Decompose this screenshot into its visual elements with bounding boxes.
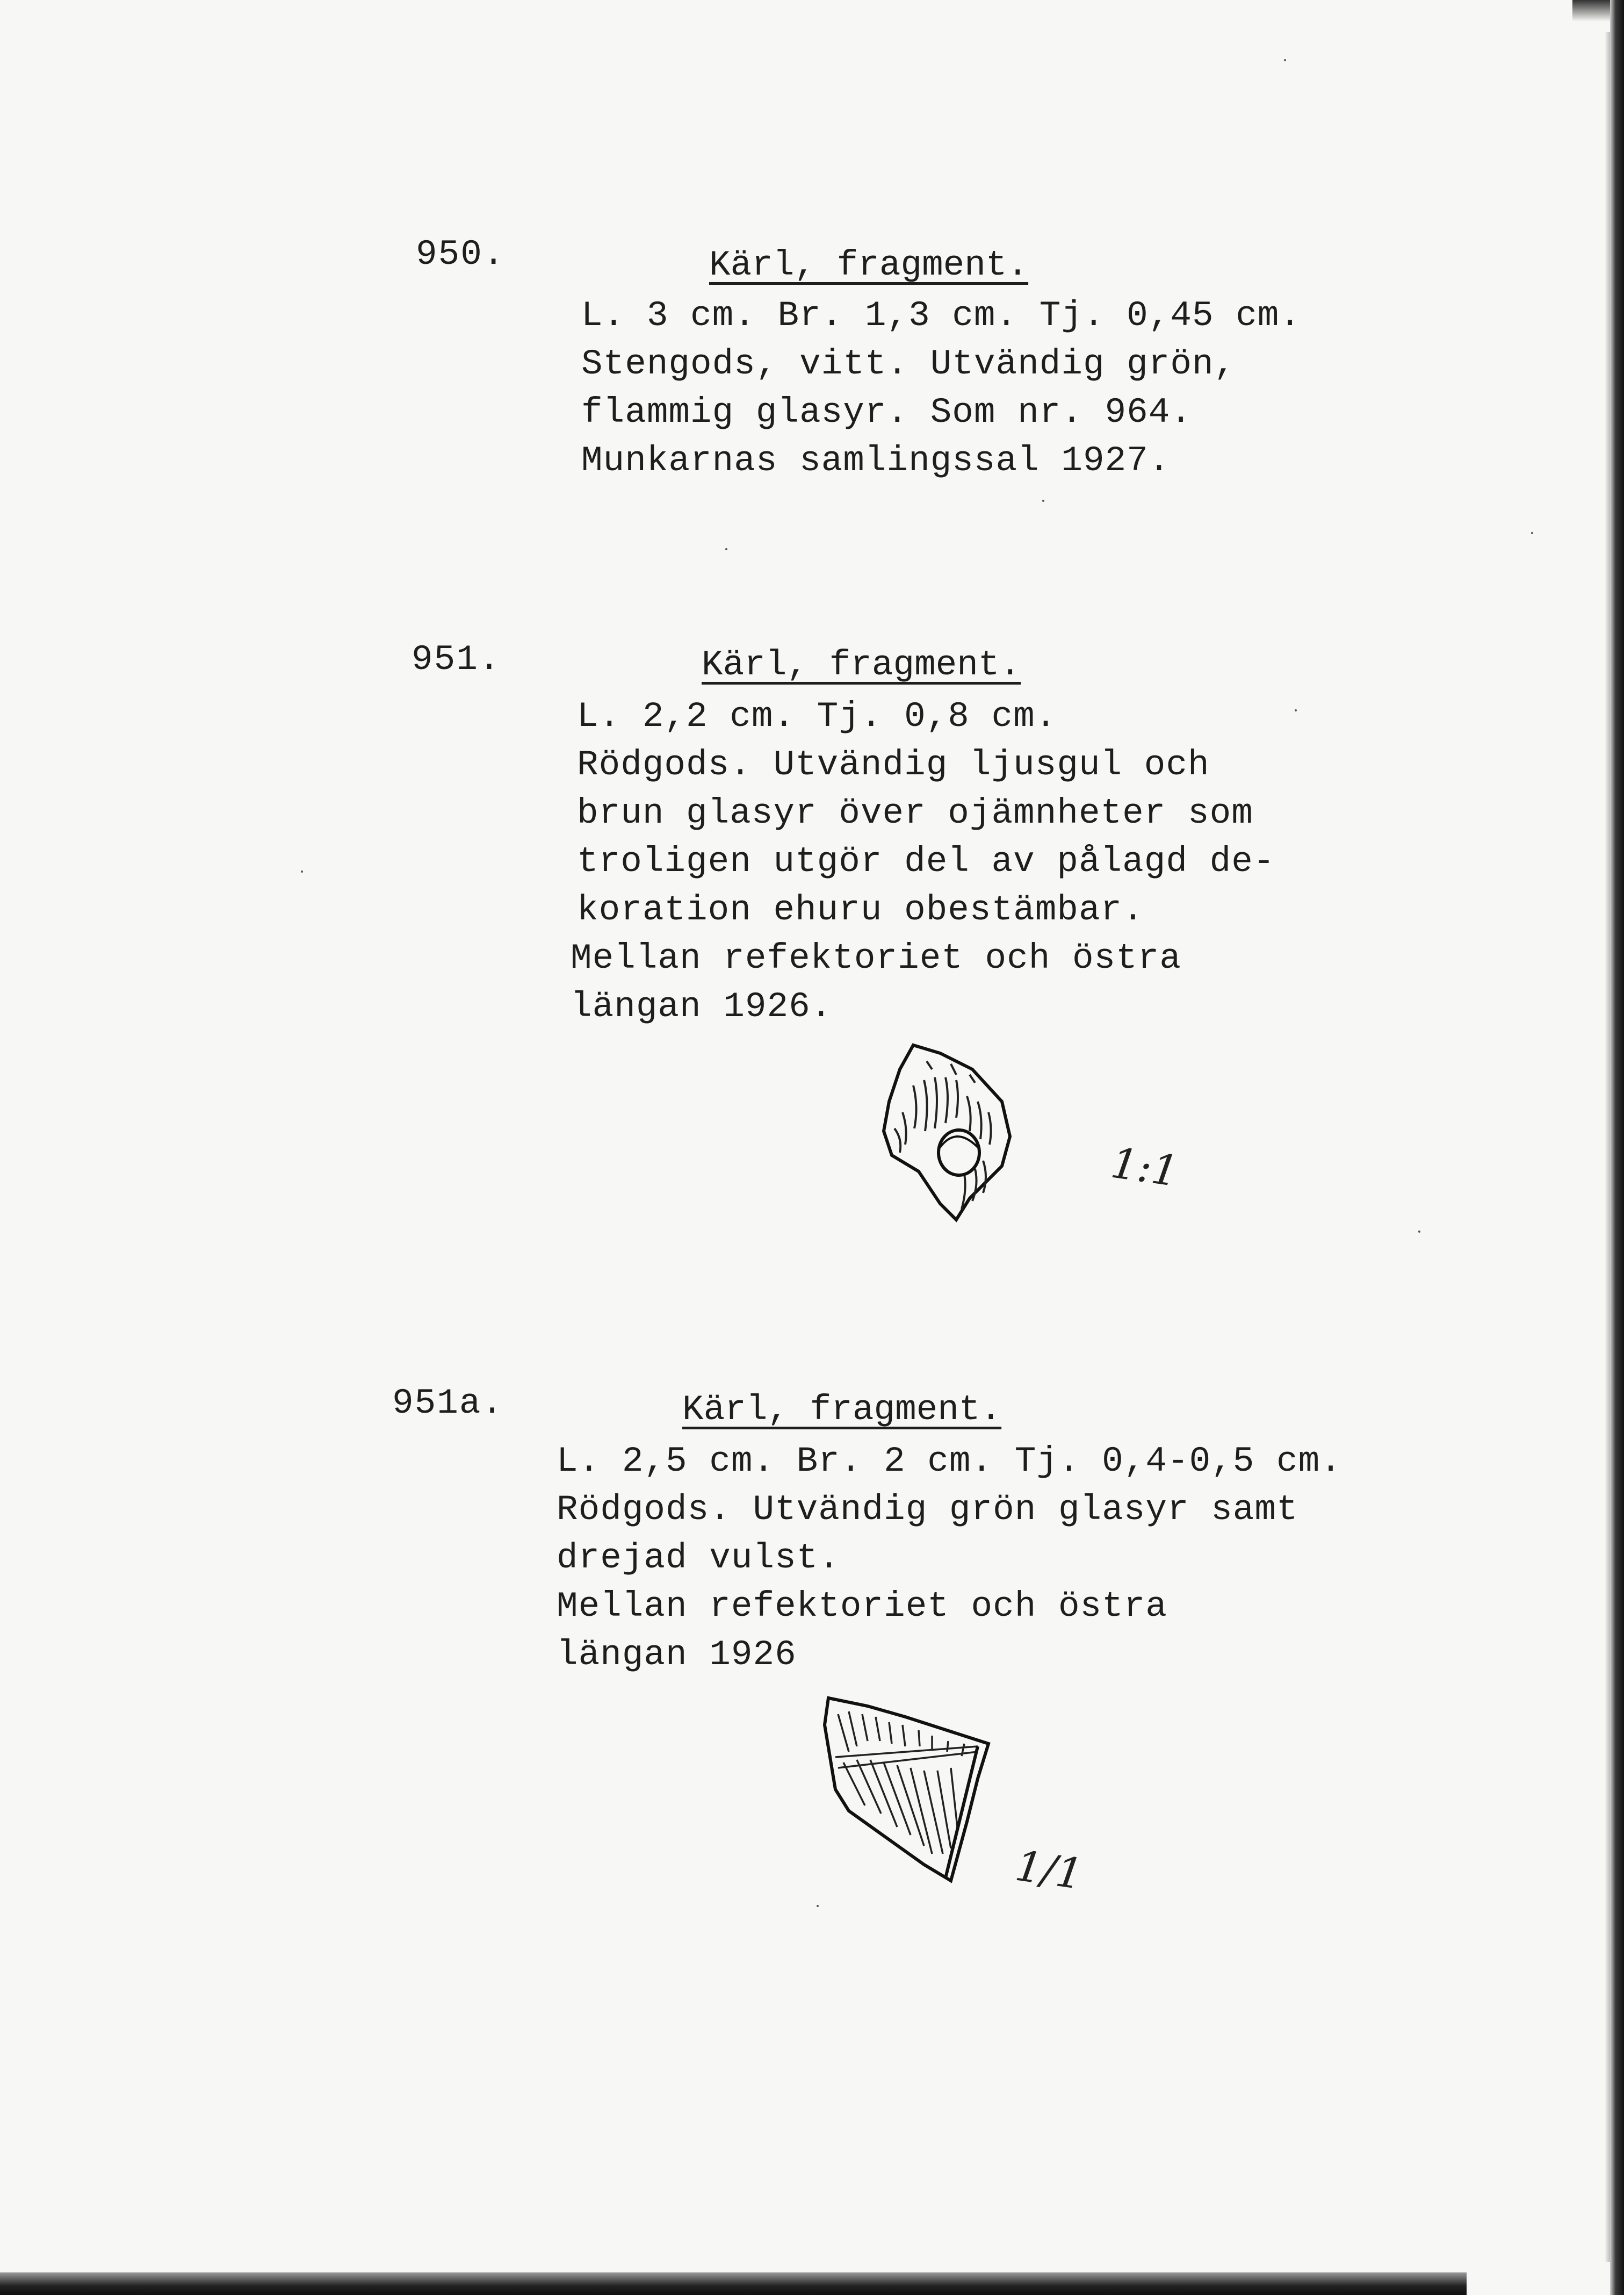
entry-title: Kärl, fragment. [702, 645, 1021, 685]
entry-line: troligen utgör del av pålagd de- [577, 841, 1275, 882]
scan-speck [1295, 709, 1297, 711]
scan-speck [817, 1905, 819, 1907]
scan-speck [301, 870, 303, 873]
page-edge-shadow [1605, 32, 1610, 2262]
page-edge-right [1610, 0, 1624, 2295]
entry-title: Kärl, fragment. [682, 1390, 1002, 1430]
entry-title: Kärl, fragment. [709, 245, 1029, 285]
entry-line: Stengods, vitt. Utvändig grön, [581, 344, 1236, 384]
entry-line: längan 1926. [571, 987, 833, 1027]
entry-number: 951. [412, 639, 501, 680]
entry-line: längan 1926 [557, 1635, 797, 1675]
entry-line: Munkarnas samlingssal 1927. [581, 441, 1171, 481]
scan-speck [1531, 532, 1533, 534]
entry-line: flammig glasyr. Som nr. 964. [581, 392, 1192, 433]
scan-speck [725, 548, 727, 550]
scan-speck [1418, 1231, 1420, 1233]
entry-line: L. 2,2 cm. Tj. 0,8 cm. [577, 696, 1057, 737]
entry-line: L. 2,5 cm. Br. 2 cm. Tj. 0,4-0,5 cm. [557, 1441, 1342, 1481]
entry-line: Rödgods. Utvändig ljusgul och [577, 745, 1210, 785]
entry-line: Mellan refektoriet och östra [557, 1586, 1167, 1627]
scan-speck [1284, 59, 1286, 61]
entry-line: koration ehuru obestämbar. [577, 890, 1144, 930]
entry-line: L. 3 cm. Br. 1,3 cm. Tj. 0,45 cm. [581, 296, 1302, 336]
entry-line: drejad vulst. [557, 1538, 840, 1578]
entry-line: Mellan refektoriet och östra [571, 938, 1181, 979]
scan-speck [1042, 500, 1044, 502]
scale-label: 1/1 [1012, 1841, 1086, 1900]
fragment-sketch-951 [876, 1037, 1064, 1236]
entry-number: 950. [416, 234, 506, 275]
fragment-sketch-951a [817, 1693, 999, 1891]
entry-number: 951a. [392, 1383, 504, 1423]
scale-label: 1:1 [1108, 1139, 1182, 1197]
page-edge-bottom [0, 2272, 1467, 2295]
entry-line: Rödgods. Utvändig grön glasyr samt [557, 1490, 1298, 1530]
page-corner [1572, 0, 1610, 21]
entry-line: brun glasyr över ojämnheter som [577, 793, 1253, 833]
